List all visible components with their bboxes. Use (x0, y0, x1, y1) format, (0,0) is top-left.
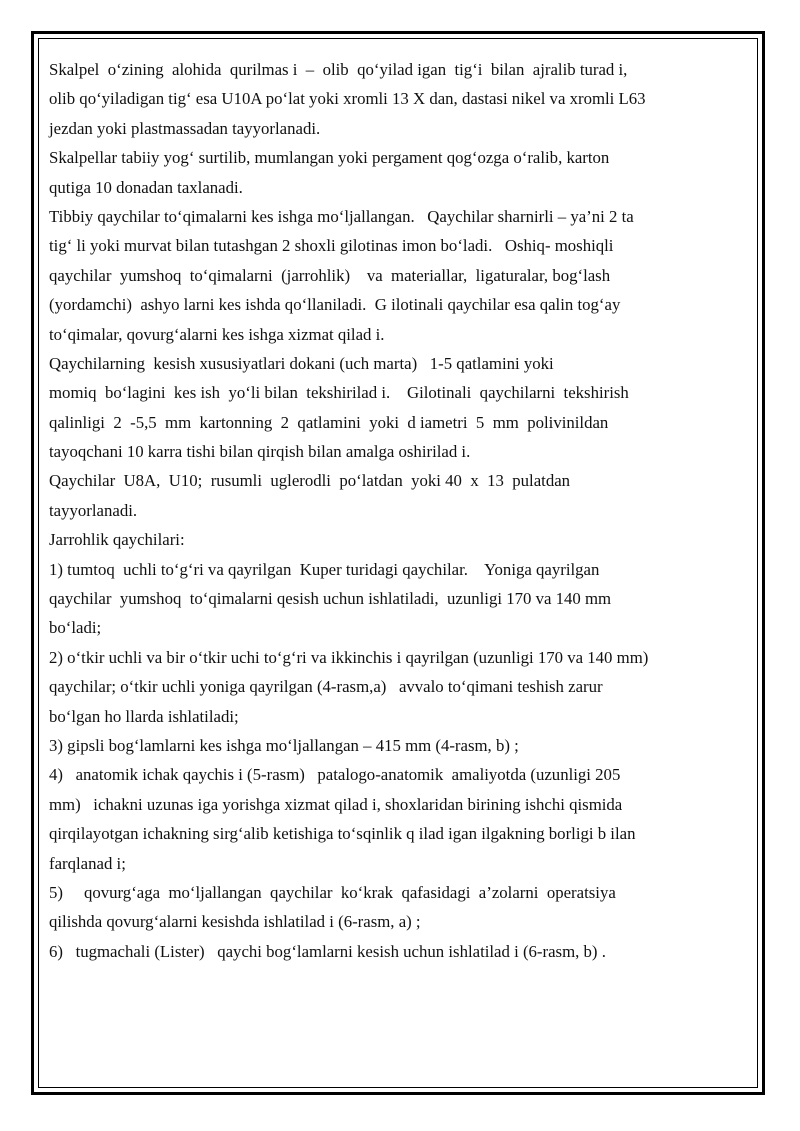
text-line: to‘qimalar, qovurg‘alarni kes ishga xizmat qilad i. (49, 324, 385, 344)
text-line: 5) qovurg‘aga mo‘ljallangan qaychilar ko‘krak qafasidagi a’zolarni operatsiya (49, 882, 616, 902)
text-line: 4) anatomik ichak qaychis i (5-rasm) patalogo-anatomik amaliyotda (uzunligi 205 (49, 765, 621, 785)
text-line: qirqilayotgan ichakning sirg‘alib ketishiga to‘sqinlik q ilad igan ilgakning borligi b ilan (49, 824, 636, 844)
text-line: (yordamchi) ashyo larni kes ishda qo‘llaniladi. G ilotinali qaychilar esa qalin tog‘ay (49, 295, 621, 315)
text-line: 2) o‘tkir uchli va bir o‘tkir uchi to‘g‘ri va ikkinchis i qayrilgan (uzunligi 170 va 140 mm) (49, 647, 649, 667)
text-line: qalinligi 2 -5,5 mm kartonning 2 qatlamini yoki d iametri 5 mm polivinildan (49, 412, 609, 432)
text-line: Jarrohlik qaychilari: (49, 530, 185, 550)
text-line: Skalpellar tabiiy yog‘ surtilib, mumlangan yoki pergament qog‘ozga o‘ralib, karton (49, 148, 610, 168)
text-line: tayyorlanadi. (49, 500, 138, 520)
text-line: Qaychilarning kesish xususiyatlari dokani (uch marta) 1-5 qatlamini yoki (49, 353, 554, 373)
text-line: tig‘ li yoki murvat bilan tutashgan 2 shoxli gilotinas imon bo‘ladi. Oshiq- moshiqli (49, 236, 614, 256)
text-line: olib qo‘yiladigan tig‘ esa U10A po‘lat yoki xromli 13 X dan, dastasi nikel va xromli L63 (49, 89, 646, 109)
text-line: tayoqchani 10 karra tishi bilan qirqish bilan amalga oshirilad i. (49, 442, 471, 462)
text-line: bo‘lgan ho llarda ishlatiladi; (49, 706, 239, 726)
text-line: bo‘ladi; (49, 618, 102, 638)
text-line: Qaychilar U8A, U10; rusumli uglerodli po‘latdan yoki 40 x 13 pulatdan (49, 471, 571, 491)
text-line: qutiga 10 donadan taxlanadi. (49, 177, 243, 197)
text-line: 3) gipsli bog‘lamlarni kes ishga mo‘ljallangan – 415 mm (4-rasm, b) ; (49, 735, 519, 755)
text-line: mm) ichakni uzunas iga yorishga xizmat qilad i, shoxlaridan birining ishchi qismida (49, 794, 623, 814)
text-line: 1) tumtoq uchli to‘g‘ri va qayrilgan Kuper turidagi qaychilar. Yoniga qayrilgan (49, 559, 600, 579)
text-line: qaychilar yumshoq to‘qimalarni (jarrohlik) va materiallar, ligaturalar, bog‘lash (49, 265, 611, 285)
text-line: jezdan yoki plastmassadan tayyorlanadi. (49, 118, 321, 138)
text-line: qaychilar yumshoq to‘qimalarni qesish uchun ishlatiladi, uzunligi 170 va 140 mm (49, 589, 612, 609)
text-line: qaychilar; o‘tkir uchli yoniga qayrilgan (4-rasm,a) avvalo to‘qimani teshish zarur (49, 677, 603, 697)
text-line: Skalpel o‘zining alohida qurilmas i – olib qo‘yilad igan tig‘i bilan ajralib turad i, (49, 60, 628, 79)
text-line: Tibbiy qaychilar to‘qimalarni kes ishga mo‘ljallangan. Qaychilar sharnirli – ya’ni 2 ta (49, 206, 634, 226)
text-line: 6) tugmachali (Lister) qaychi bog‘lamlarni kesish uchun ishlatilad i (6-rasm, b) . (49, 941, 606, 961)
document-body (49, 55, 729, 966)
text-line: momiq bo‘lagini kes ish yo‘li bilan tekshirilad i. Gilotinali qaychilarni tekshirish (49, 383, 629, 403)
text-line: farqlanad i; (49, 853, 126, 873)
text-line: qilishda qovurg‘alarni kesishda ishlatilad i (6-rasm, a) ; (49, 912, 421, 932)
